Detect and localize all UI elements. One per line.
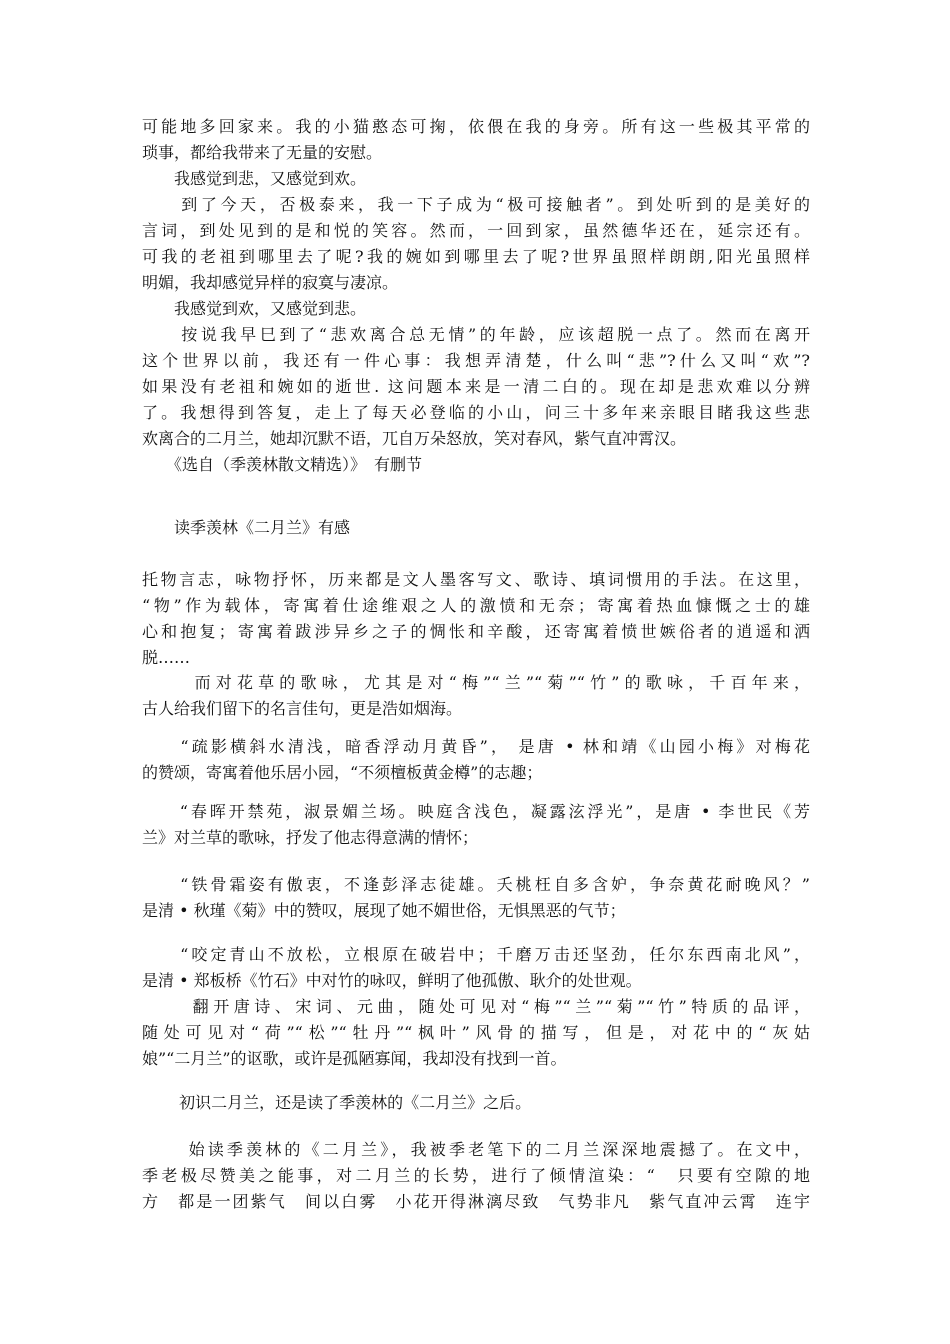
paragraph-block [142,799,810,851]
text-line: “春晖开禁苑，淑景媚兰场。映庭含浅色，凝露泫浮光”，是唐 • 李世民《芳 [142,802,810,821]
text-line: 我感觉到悲，又感觉到欢。 [142,169,367,188]
text-line: 可能地多回家来。我的小猫憨态可掬，依偎在我的身旁。所有这一些极其平常的 [142,117,810,136]
text-line: 托物言志，咏物抒怀，历来都是文人墨客写文、歌诗、填词惯用的手法。在这里， [142,570,810,589]
text-line: 是清 • 秋瑾《菊》中的赞叹，展现了她不媚世俗，无惧黑恶的气节； [142,901,626,920]
paragraph-block [142,567,810,671]
paragraph-block [142,515,810,541]
text-line: 如果没有老祖和婉如的逝世. 这问题本来是一清二白的。现在却是悲欢难以分辨 [142,377,810,396]
text-line: 心和抱复；寄寓着跋涉异乡之子的惆怅和辛酸，还寄寓着愤世嫉俗者的逍遥和洒 [142,622,810,641]
text-line: 脱…… [142,648,191,667]
paragraph-block [142,734,810,786]
text-line: “咬定青山不放松，立根原在破岩中；千磨万击还坚劲，任尔东西南北风”， [142,945,810,964]
text-line: 随处可见对“荷”“松”“牡丹”“枫叶”风骨的描写，但是，对花中的“灰姑 [142,1023,810,1042]
text-line: 按说我早巳到了“悲欢离合总无情”的年龄，应该超脱一点了。然而在离开 [142,325,810,344]
text-line: 而对花草的歌咏，尤其是对“梅”“兰”“菊”“竹”的歌咏，千百年来， [142,673,810,692]
paragraph-block [142,670,810,722]
text-line: 了。我想得到答复，走上了每天必登临的小山，问三十多年来亲眼目睹我这些悲 [142,403,810,422]
text-line: 兰》对兰草的歌咏，抒发了他志得意满的情怀； [142,828,479,847]
paragraph-block [142,942,810,1072]
text-line: 翻开唐诗、宋词、元曲，随处可见对“梅”“兰”“菊”“竹”特质的品评， [142,997,810,1016]
text-line: 可我的老祖到哪里去了呢?我的婉如到哪里去了呢?世界虽照样朗朗,阳光虽照样 [142,247,810,266]
text-line: “铁骨霜姿有傲衷，不逢彭泽志徒雄。夭桃枉自多含妒，争奈黄花耐晚风？” [142,875,810,894]
text-line: 言词，到处见到的是和悦的笑容。然而，一回到家，虽然德华还在，延宗还有。 [142,221,810,240]
text-line: “物”作为载体，寄寓着仕途维艰之人的激愤和无奈；寄寓着热血慷慨之士的雄 [142,596,810,615]
text-line: 欢离合的二月兰，她却沉默不语，兀自万朵怒放，笑对春风，紫气直冲霄汉。 [142,429,687,448]
text-line: 是清 • 郑板桥《竹石》中对竹的咏叹，鲜明了他孤傲、耿介的处世观。 [142,971,642,990]
text-line: 初识二月兰，还是读了季羡林的《二月兰》之后。 [142,1093,532,1112]
text-line: 始读季羡林的《二月兰》，我被季老笔下的二月兰深深地震撼了。在文中， [142,1140,810,1159]
text-line: 明媚，我却感觉异样的寂寞与凄凉。 [142,273,399,292]
text-line: 方 都是一团紫气 间以白雾 小花开得淋漓尽致 气势非凡 紫气直冲云霄 连宇 [142,1192,810,1211]
text-line: 我感觉到欢，又感觉到悲。 [142,299,367,318]
text-line: 琐事，都给我带来了无量的安慰。 [142,143,383,162]
paragraph-block [142,1090,810,1116]
paragraph-block [142,114,810,478]
text-line: 季老极尽赞美之能事，对二月兰的长势，进行了倾情渲染：“ 只要有空隙的地 [142,1166,810,1185]
text-line: “疏影横斜水清浅，暗香浮动月黄昏”， 是唐 • 林和靖《山园小梅》对梅花 [142,737,810,756]
text-line: 读季羡林《二月兰》有感 [142,518,351,537]
text-line: 的赞颂，寄寓着他乐居小园，“不须檀板黄金樽”的志趣； [142,763,543,782]
text-line: 古人给我们留下的名言佳句，更是浩如烟海。 [142,699,463,718]
text-line: 这个世界以前，我还有一件心事：我想弄清楚，什么叫“悲”?什么又叫“欢”? [142,351,810,370]
text-line: 到了今天，否极泰来，我一下子成为“极可接触者”。到处听到的是美好的 [142,195,810,214]
paragraph-block [142,1137,810,1215]
paragraph-block [142,872,810,924]
text-line: 《选自（季羡林散文精选）》 有删节 [142,455,423,474]
text-line: 娘”“二月兰”的讴歌，或许是孤陋寡闻，我却没有找到一首。 [142,1049,567,1068]
